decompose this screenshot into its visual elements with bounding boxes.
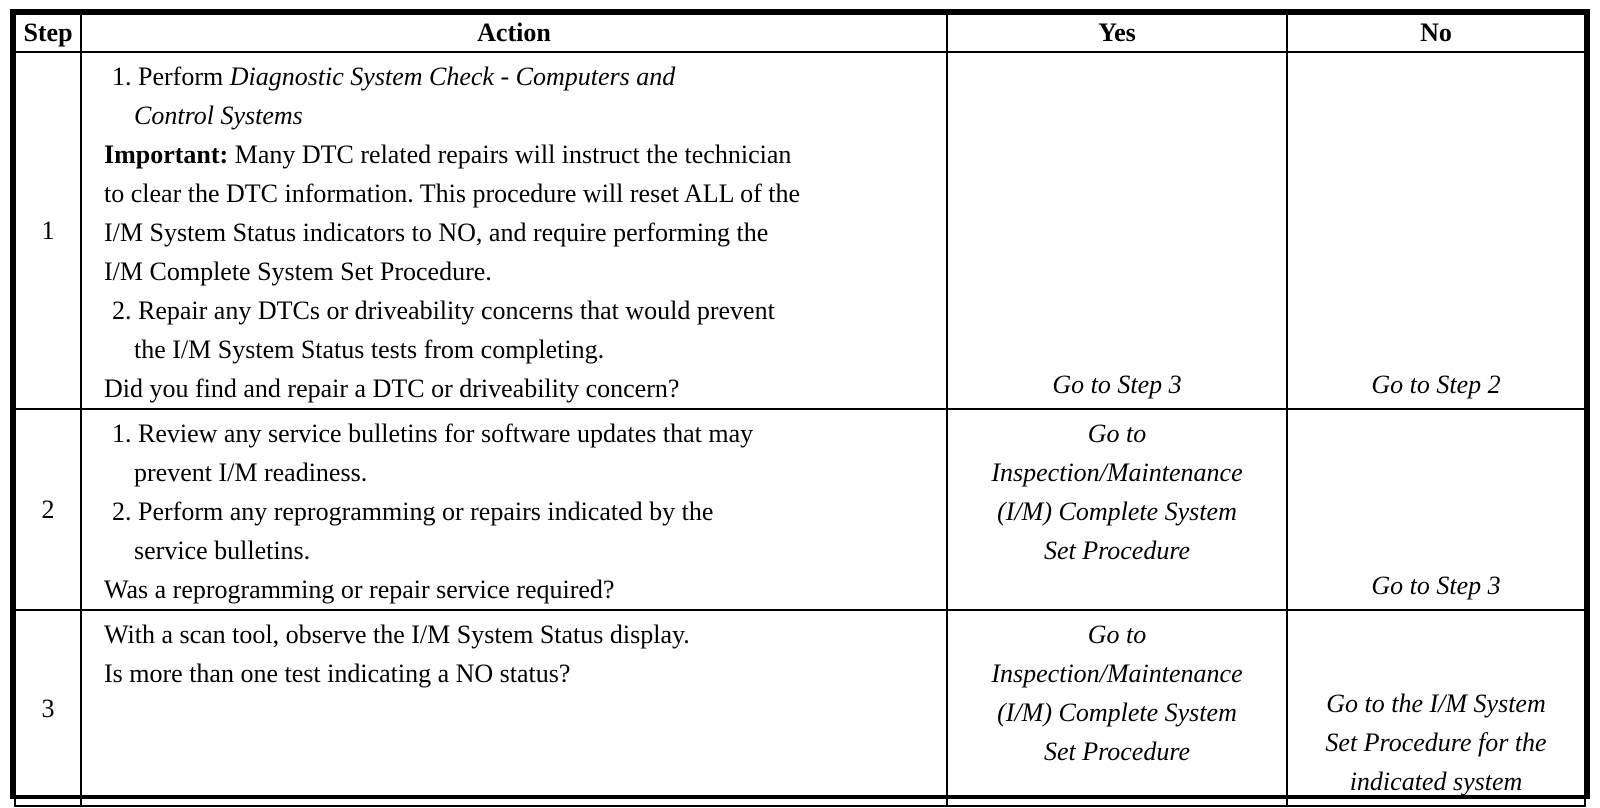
action-question: Did you find and repair a DTC or driveability concern? — [104, 374, 680, 403]
action-cell — [81, 52, 947, 409]
important-text: I/M System Status indicators to NO, and require performing the — [104, 218, 769, 247]
no-link[interactable]: Go to Step 2 — [1371, 370, 1501, 399]
diagnostic-check-link[interactable]: Diagnostic System Check - Computers and — [229, 62, 676, 91]
header-yes: Yes — [947, 14, 1287, 52]
no-cell — [1287, 52, 1585, 409]
header-action: Action — [81, 14, 947, 52]
important-text: I/M Complete System Set Procedure. — [104, 257, 492, 286]
diagnostic-table-page — [10, 9, 1590, 799]
yes-link-line: Go to — [1087, 419, 1147, 448]
yes-link[interactable] — [948, 410, 1286, 574]
table-row — [15, 610, 1585, 806]
action-item: 2. Perform any reprogramming or repairs indicated by the — [112, 497, 714, 526]
yes-link-line: (I/M) Complete System — [997, 698, 1237, 727]
step-number: 1 — [15, 52, 81, 409]
action-item: 1. Review any service bulletins for software updates that may — [112, 419, 754, 448]
action-cell — [81, 409, 947, 610]
no-link-line: Go to the I/M System — [1326, 689, 1546, 718]
no-cell — [1287, 610, 1585, 806]
yes-link-line: Go to — [1087, 620, 1147, 649]
table-row — [15, 52, 1585, 409]
action-text: 1. Perform — [112, 62, 230, 91]
action-question: Was a reprogramming or repair service required? — [104, 575, 615, 604]
action-cell — [81, 610, 947, 806]
action-item-cont: the I/M System Status tests from completing. — [134, 335, 605, 364]
yes-link-line: Inspection/Maintenance — [991, 458, 1243, 487]
diagnostic-table — [14, 13, 1586, 807]
action-item-cont: service bulletins. — [134, 536, 311, 565]
yes-cell — [947, 610, 1287, 806]
yes-link[interactable]: Go to Step 3 — [1052, 370, 1182, 399]
yes-link-line: Inspection/Maintenance — [991, 659, 1243, 688]
yes-cell — [947, 52, 1287, 409]
no-link-line: Set Procedure for the — [1325, 728, 1547, 757]
important-text: Many DTC related repairs will instruct the technician — [228, 140, 792, 169]
header-no: No — [1287, 14, 1585, 52]
table-header-row — [15, 14, 1585, 52]
action-item — [104, 57, 936, 96]
yes-cell — [947, 409, 1287, 610]
header-step: Step — [15, 14, 81, 52]
no-link[interactable]: Go to Step 3 — [1371, 571, 1501, 600]
action-item-cont: prevent I/M readiness. — [134, 458, 368, 487]
no-link[interactable] — [1288, 684, 1584, 805]
no-link-line: indicated system — [1349, 767, 1523, 796]
step-number: 3 — [15, 610, 81, 806]
diagnostic-check-link-cont[interactable]: Control Systems — [134, 101, 303, 130]
action-item: 2. Repair any DTCs or driveability concerns that would prevent — [112, 296, 775, 325]
yes-link-line: Set Procedure — [1043, 737, 1191, 766]
important-note — [104, 135, 936, 174]
action-text: With a scan tool, observe the I/M System Status display. — [104, 620, 690, 649]
step-number: 2 — [15, 409, 81, 610]
yes-link[interactable] — [948, 611, 1286, 775]
yes-link-line: Set Procedure — [1043, 536, 1191, 565]
yes-link-line: (I/M) Complete System — [997, 497, 1237, 526]
action-question: Is more than one test indicating a NO status? — [104, 659, 571, 688]
important-label: Important: — [104, 140, 229, 169]
important-text: to clear the DTC information. This procedure will reset ALL of the — [104, 179, 801, 208]
table-row — [15, 409, 1585, 610]
no-cell — [1287, 409, 1585, 610]
